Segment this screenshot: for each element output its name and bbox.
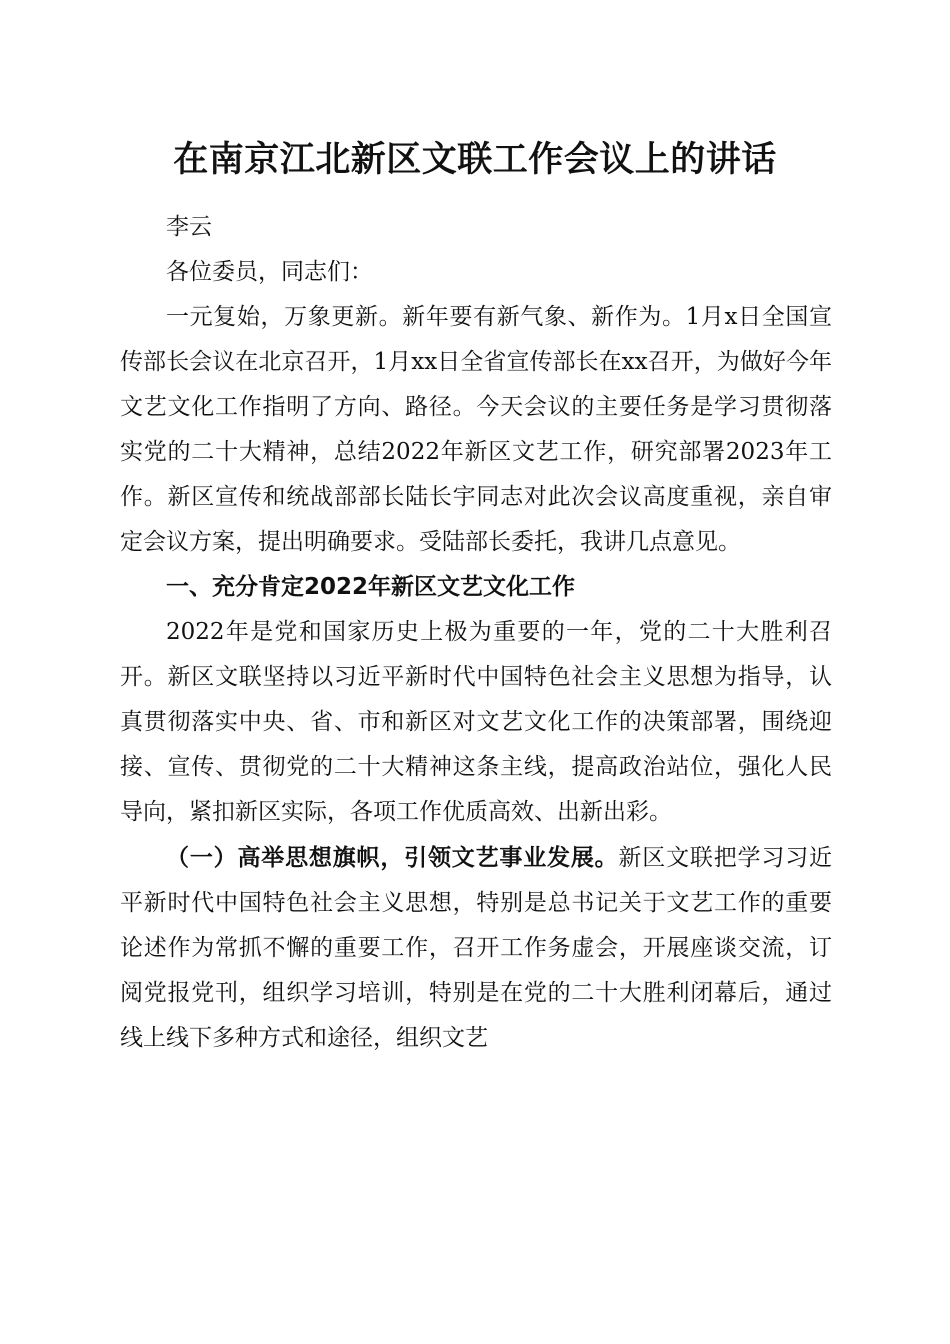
section-heading-1: 一、充分肯定2022年新区文艺文化工作	[166, 574, 576, 600]
subsection-1-lead: （一）高举思想旗帜，引领文艺事业发展。	[166, 844, 619, 871]
document-title: 在南京江北新区文联工作会议上的讲话	[173, 139, 777, 180]
subsection-1-body: 新区文联把学习习近平新时代中国特色社会主义思想，特别是总书记关于文艺工作的重要论述作为常抓不懈的重要工作，召开工作务虚会，开展座谈交流，订阅党报党刊，组织学习培训，特别是在党的二十大胜利闭幕后，通过线上线下多种方式和途径，组织文艺	[120, 845, 833, 1051]
intro-paragraph: 一元复始，万象更新。新年要有新气象、新作为。1月x日全国宣传部长会议在北京召开，1月xx日全省宣传部长在xx召开，为做好今年文艺文化工作指明了方向、路径。今天会议的主要任务是学习贯彻落实党的二十大精神，总结2022年新区文艺工作，研究部署2023年工作。新区宣传和统战部部长陆长宇同志对此次会议高度重视，亲自审定会议方案，提出明确要求。受陆部长委托，我讲几点意见。	[120, 304, 832, 555]
document-body	[120, 205, 832, 1061]
author-name: 李云	[166, 214, 212, 240]
subsection-1-paragraph	[120, 835, 832, 1061]
salutation: 各位委员，同志们：	[166, 259, 373, 285]
section-1-paragraph: 2022年是党和国家历史上极为重要的一年，党的二十大胜利召开。新区文联坚持以习近平新时代中国特色社会主义思想为指导，认真贯彻落实中央、省、市和新区对文艺文化工作的决策部署，围绕迎接、宣传、贯彻党的二十大精神这条主线，提高政治站位，强化人民导向，紧扣新区实际，各项工作优质高效、出新出彩。	[120, 619, 832, 825]
